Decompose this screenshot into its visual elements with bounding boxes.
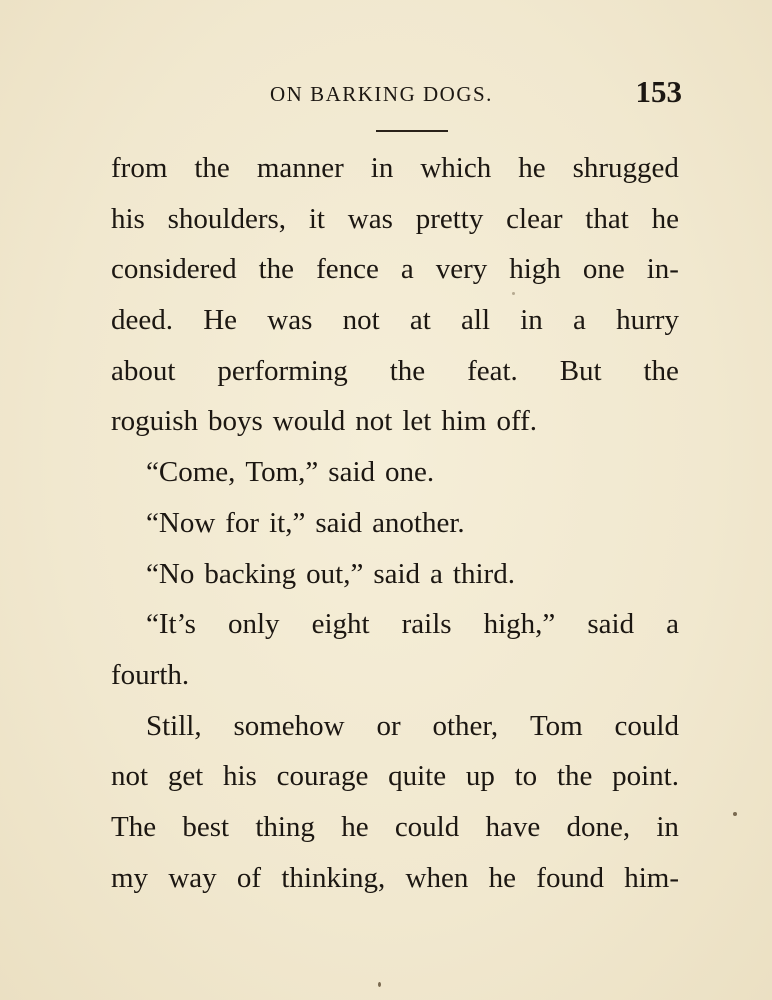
text-line: fourth. bbox=[111, 658, 190, 691]
paper-speck bbox=[733, 812, 737, 816]
header-rule bbox=[376, 130, 448, 132]
text-line: considered the fence a very high one in- bbox=[111, 253, 679, 286]
paper-speck bbox=[378, 982, 381, 987]
text-line: The best thing he could have done, in bbox=[111, 810, 679, 843]
running-title: ON BARKING DOGS. bbox=[270, 82, 493, 106]
text-line: roguish boys would not let him off. bbox=[111, 405, 538, 438]
text-line: “No backing out,” said a third. bbox=[146, 557, 515, 590]
text-line: Still, somehow or other, Tom could bbox=[146, 709, 679, 742]
text-line: “It’s only eight rails high,” said a bbox=[146, 608, 679, 641]
text-line: “Come, Tom,” said one. bbox=[146, 456, 435, 489]
text-line: not get his courage quite up to the point. bbox=[111, 760, 679, 793]
text-line: about performing the feat. But the bbox=[111, 354, 679, 387]
page-number: 153 bbox=[635, 74, 682, 109]
paper-speck bbox=[512, 292, 515, 295]
text-line: “Now for it,” said another. bbox=[146, 506, 465, 539]
text-line: my way of thinking, when he found him- bbox=[111, 861, 679, 894]
text-line: from the manner in which he shrugged bbox=[111, 152, 679, 184]
text-line: deed. He was not at all in a hurry bbox=[111, 304, 679, 337]
text-line: his shoulders, it was pretty clear that he bbox=[111, 202, 679, 235]
body-text bbox=[111, 143, 679, 903]
